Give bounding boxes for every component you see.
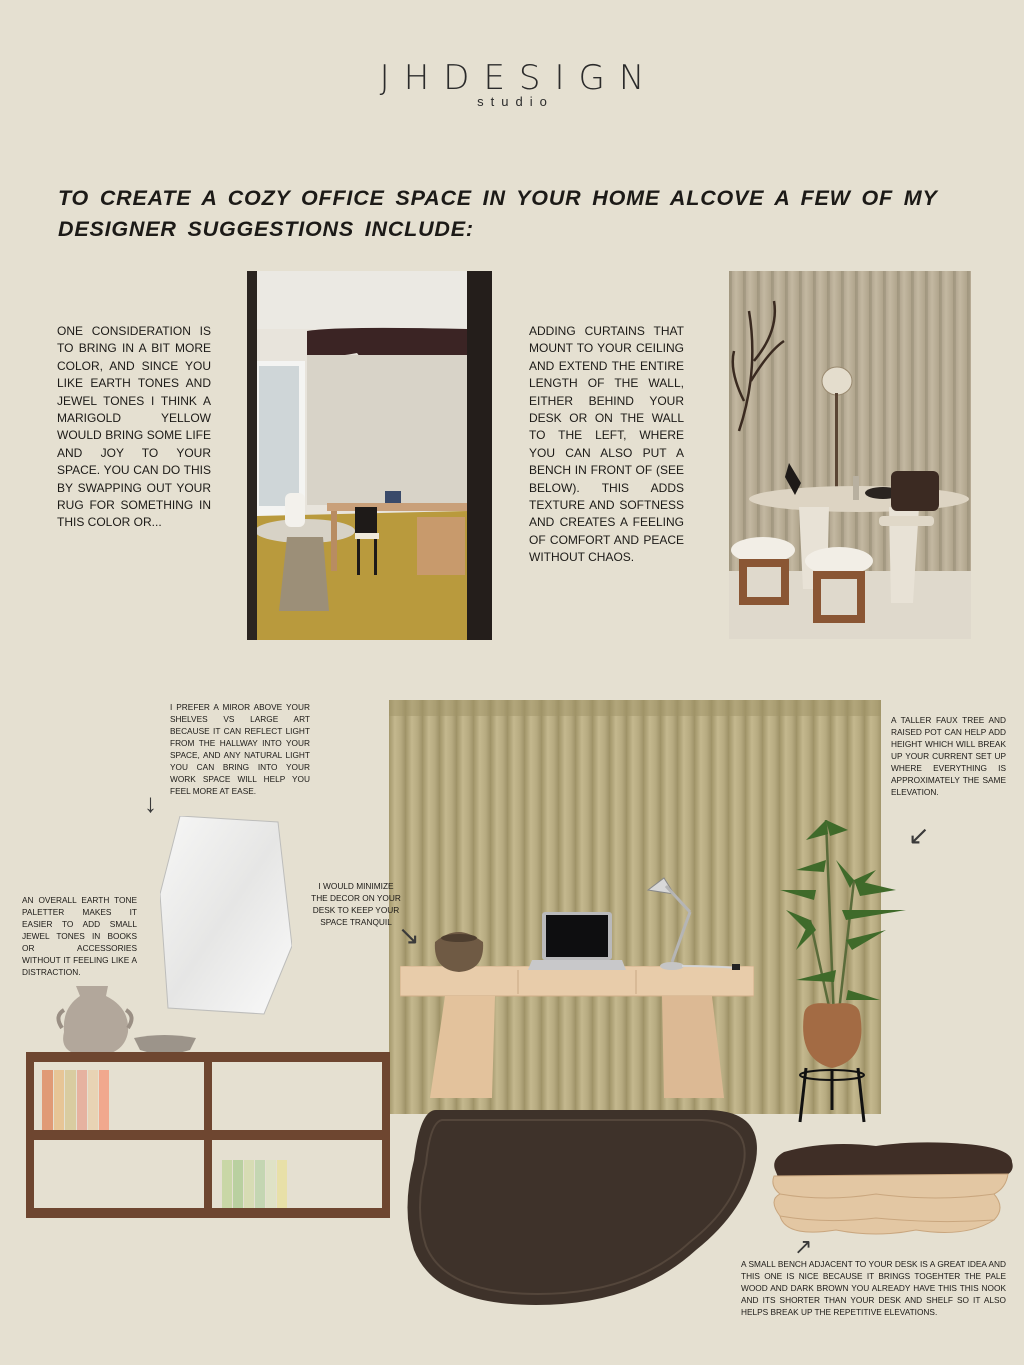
desk — [400, 966, 754, 1132]
decor-pot-image — [429, 930, 489, 974]
laptop — [528, 910, 628, 974]
desk-lamp — [642, 872, 746, 974]
bench — [766, 1138, 1016, 1242]
arrow-up-right-icon: ↗ — [794, 1234, 813, 1259]
note-bench: A SMALL BENCH ADJACENT TO YOUR DESK IS A GREAT IDEA AND THIS ONE IS NICE BECAUSE IT BRINGS TOGEHTER THE PALE WOOD AND DARK BROWN YOU ALREADY HAVE THIS THIS NOOK AND ITS SHORTER THAN YOUR DESK AND SHELF SO IT ALSO HELPS BREAK UP THE REPETITIVE ELEVATIONS. — [741, 1259, 1006, 1317]
paragraph-color: ONE CONSIDERATION IS TO BRING IN A BIT MORE COLOR, AND SINCE YOU LIKE EARTH TONES AND JEWEL TONES I THINK A MARIGOLD YELLOW WOULD BRING SOME LIFE AND JOY TO YOUR SPACE. YOU CAN DO THIS BY SWAPPING OUT YOUR RUG FOR SOMETHING IN THIS COLOR OR... — [57, 324, 211, 530]
bench-image — [766, 1138, 1016, 1242]
bookshelf-image — [26, 984, 392, 1224]
note-tree: A TALLER FAUX TREE AND RAISED POT CAN HELP ADD HEIGHT WHICH WILL BREAK UP YOUR CURRENT SET UP WHERE EVERYTHING IS APPROXIMATELY THE SAME ELEVATION. — [891, 715, 1006, 797]
desk-lamp-image — [642, 872, 746, 974]
note-mirror: I PREFER A MIROR ABOVE YOUR SHELVES VS LARGE ART BECAUSE IT CAN REFLECT LIGHT FROM THE HALLWAY INTO YOUR SPACE, AND ANY NATURAL LIGHT YOU CAN BRING INTO YOUR WORK SPACE WILL HELP YOU FEEL MORE AT EASE. — [170, 702, 310, 796]
logo — [0, 58, 1024, 109]
photo-marigold-office — [247, 271, 492, 640]
faux-tree-image — [776, 800, 916, 1130]
desk-image — [400, 966, 754, 1132]
bookshelf — [26, 984, 392, 1224]
faux-tree — [776, 800, 916, 1130]
logo-brand: JHDESIGN — [379, 58, 659, 98]
paragraph-curtains: ADDING CURTAINS THAT MOUNT TO YOUR CEILING AND EXTEND THE ENTIRE LENGTH OF THE WALL, EITHER BEHIND YOUR DESK OR ON THE WALL TO THE LEFT, WHERE YOU CAN ALSO PUT A BENCH IN FRONT OF (SEE BELOW). THIS ADDS TEXTURE AND SOFTNESS AND CREATES A FEELING OF COMFORT AND PEACE WITHOUT CHAOS. — [529, 324, 684, 565]
photo-curtain-room-image — [729, 271, 971, 639]
photo-curtain-room — [729, 271, 971, 639]
arrow-down-icon: ↓ — [144, 788, 157, 818]
logo-sub: studio — [477, 94, 554, 109]
photo-marigold-office-image — [247, 271, 492, 640]
laptop-image — [528, 910, 628, 974]
note-palette: AN OVERALL EARTH TONE PALETTER MAKES IT EASIER TO ADD SMALL JEWEL TONES IN BOOKS OR ACCESSORIES WITHOUT IT FEELING LIKE A DISTRACTION. — [22, 895, 137, 977]
arrow-down-left-icon: ↙ — [908, 820, 930, 850]
note-decor: I WOULD MINIMIZE THE DECOR ON YOUR DESK TO KEEP YOUR SPACE TRANQUIL — [311, 881, 401, 927]
decor-pot — [429, 930, 489, 974]
page-headline: TO CREATE A COZY OFFICE SPACE IN YOUR HOME ALCOVE A FEW OF MY DESIGNER SUGGESTIONS INCLUDE: — [58, 186, 938, 241]
arrow-down-right-icon: ↘ — [398, 920, 420, 950]
